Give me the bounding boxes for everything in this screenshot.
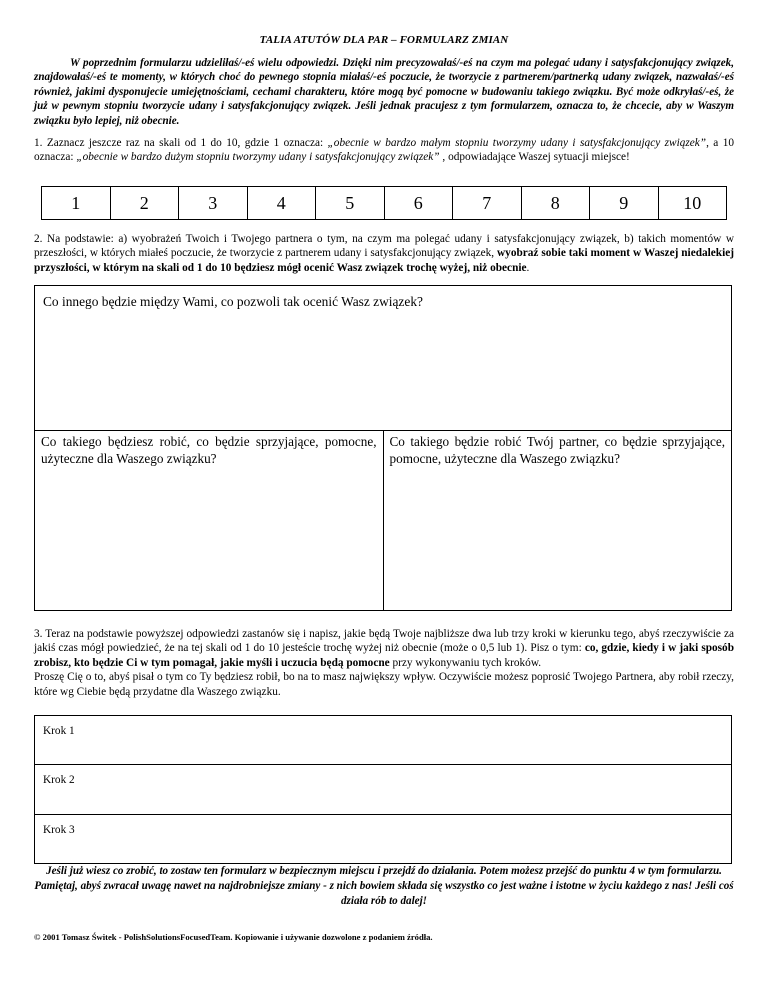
scale-cell-9[interactable]: 9 [590, 187, 659, 220]
q2-end: . [526, 261, 530, 274]
scale-cell-10[interactable]: 10 [658, 187, 727, 220]
q3-text-2: przy wykonywaniu tych kroków. [389, 656, 542, 669]
step-2-field[interactable]: Krok 2 [35, 765, 732, 814]
step-3-field[interactable]: Krok 3 [35, 814, 732, 863]
answer-box-relationship-label: Co innego będzie między Wami, co pozwoli tak ocenić Wasz związek? [43, 294, 423, 309]
q3-text: 3. Teraz na podstawie powyższej odpowiedzi zastanów się i napisz, jakie będą Twoje najbliższe dwa lub trzy kroki w kierunku tego, abyś rzeczywiście za jakiś czas mógł powiedzieć, że na tej skali od 1 do 10 jesteście trochę wyżej niż obecnie (może o 0,5 lub 1). Pisz o tym: [34, 628, 734, 655]
scale-cell-2[interactable]: 2 [110, 187, 179, 220]
answer-box-row [34, 430, 732, 611]
intro-paragraph: W poprzednim formularzu udzieliłaś/-eś wielu odpowiedzi. Dzięki nim precyzowałaś/-eś na czym ma polegać udany i satysfakcjonujący związek, znajdowałaś/-eś te momenty, w których choć do pewnego stopnia miałaś/-eś poczucie, że tworzycie z partnerem/partnerką udany związek, nazwałaś/-eś również, jakimi dysponujecie umiejętnościami, cechami charakteru, które mogą być pomocne w budowaniu takiego związku. Być może odkryłaś/-eś, że już w pewnym stopniu tworzycie udany i satysfakcjonujący związek. Jeśli jednak pracujesz z tym formularzem, oznacza to, że chcecie, aby w Waszym związku było lepiej, niż obecnie. [34, 57, 734, 127]
scale-cell-1[interactable]: 1 [42, 187, 111, 220]
rating-scale [41, 186, 727, 220]
form-title: TALIA ATUTÓW DLA PAR – FORMULARZ ZMIAN [259, 34, 509, 46]
closing-note: Jeśli już wiesz co zrobić, to zostaw ten formularz w bezpiecznym miejscu i przejdź do działania. Potem możesz przejść do punktu 4 w tym formularzu. Pamiętaj, abyś zwracał uwagę nawet na najdrobniejsze zmiany - z nich bowiem składa się wszystko co jest ważne i istotne w życiu każdego z nas! Jeśli coś działa rób to dalej! [34, 865, 734, 907]
question-3 [34, 627, 734, 699]
q3-bold-instruction: co, gdzie, kiedy i w jaki sposób zrobisz, kto będzie Ci w tym pomagał, jakie myśli i uczucia będą pomocne [34, 642, 734, 669]
q1-tail: , odpowiadające Waszej sytuacji miejsce! [439, 151, 630, 164]
scale-cell-7[interactable]: 7 [453, 187, 522, 220]
copyright-footer: © 2001 Tomasz Świtek - PolishSolutionsFocusedTeam. Kopiowanie i używanie dozwolone z podaniem źródła. [34, 932, 433, 942]
answer-box-partner[interactable] [384, 431, 732, 610]
q1-mid: , a 10 oznacza: [34, 137, 735, 164]
answer-box-self-label: Co takiego będziesz robić, co będzie sprzyjające, pomocne, użyteczne dla Waszego związku? [41, 434, 377, 466]
steps-table [34, 715, 732, 864]
step-1-field[interactable]: Krok 1 [35, 716, 732, 765]
question-2 [34, 232, 734, 275]
q1-lead: 1. Zaznacz jeszcze raz na skali od 1 do 10, gdzie 1 oznacza: [34, 137, 328, 149]
answer-box-relationship[interactable] [34, 285, 732, 430]
q2-bold-instruction: wyobraź sobie taki moment w Waszej niedalekiej przyszłości, w którym na skali od 1 do 10 będziesz mógł ocenić Wasz związek trochę wyżej, niż obecnie [34, 247, 734, 274]
q2-text: 2. Na podstawie: a) wyobrażeń Twoich i Twojego partnera o tym, na czym ma polegać udany i satysfakcjonujący związek, b) takich momentów w przeszłości, w których miałeś poczucie, że tworzycie z partnerem udany i satysfakcjonujący związek, [34, 233, 734, 260]
scale-cell-5[interactable]: 5 [316, 187, 385, 220]
question-1 [34, 136, 734, 165]
scale-cell-8[interactable]: 8 [521, 187, 590, 220]
scale-cell-4[interactable]: 4 [247, 187, 316, 220]
q3-text-3: Proszę Cię o to, abyś pisał o tym co Ty będziesz robił, bo na to masz największy wpływ. Oczywiście możesz poprosić Twojego Partnera, aby robił rzeczy, które wg Ciebie będą przydatne dla Waszego związku. [34, 671, 734, 698]
answer-box-partner-label: Co takiego będzie robić Twój partner, co będzie sprzyjające, pomocne, użyteczne dla Waszego związku? [389, 434, 725, 466]
q1-quote-high: „obecnie w bardzo dużym stopniu tworzymy udany i satysfakcjonujący związek” [76, 151, 440, 164]
scale-cell-6[interactable]: 6 [384, 187, 453, 220]
scale-cell-3[interactable]: 3 [179, 187, 248, 220]
q1-quote-low: „obecnie w bardzo małym stopniu tworzymy udany i satysfakcjonujący związek” [327, 137, 707, 149]
answer-box-self[interactable] [35, 431, 384, 610]
